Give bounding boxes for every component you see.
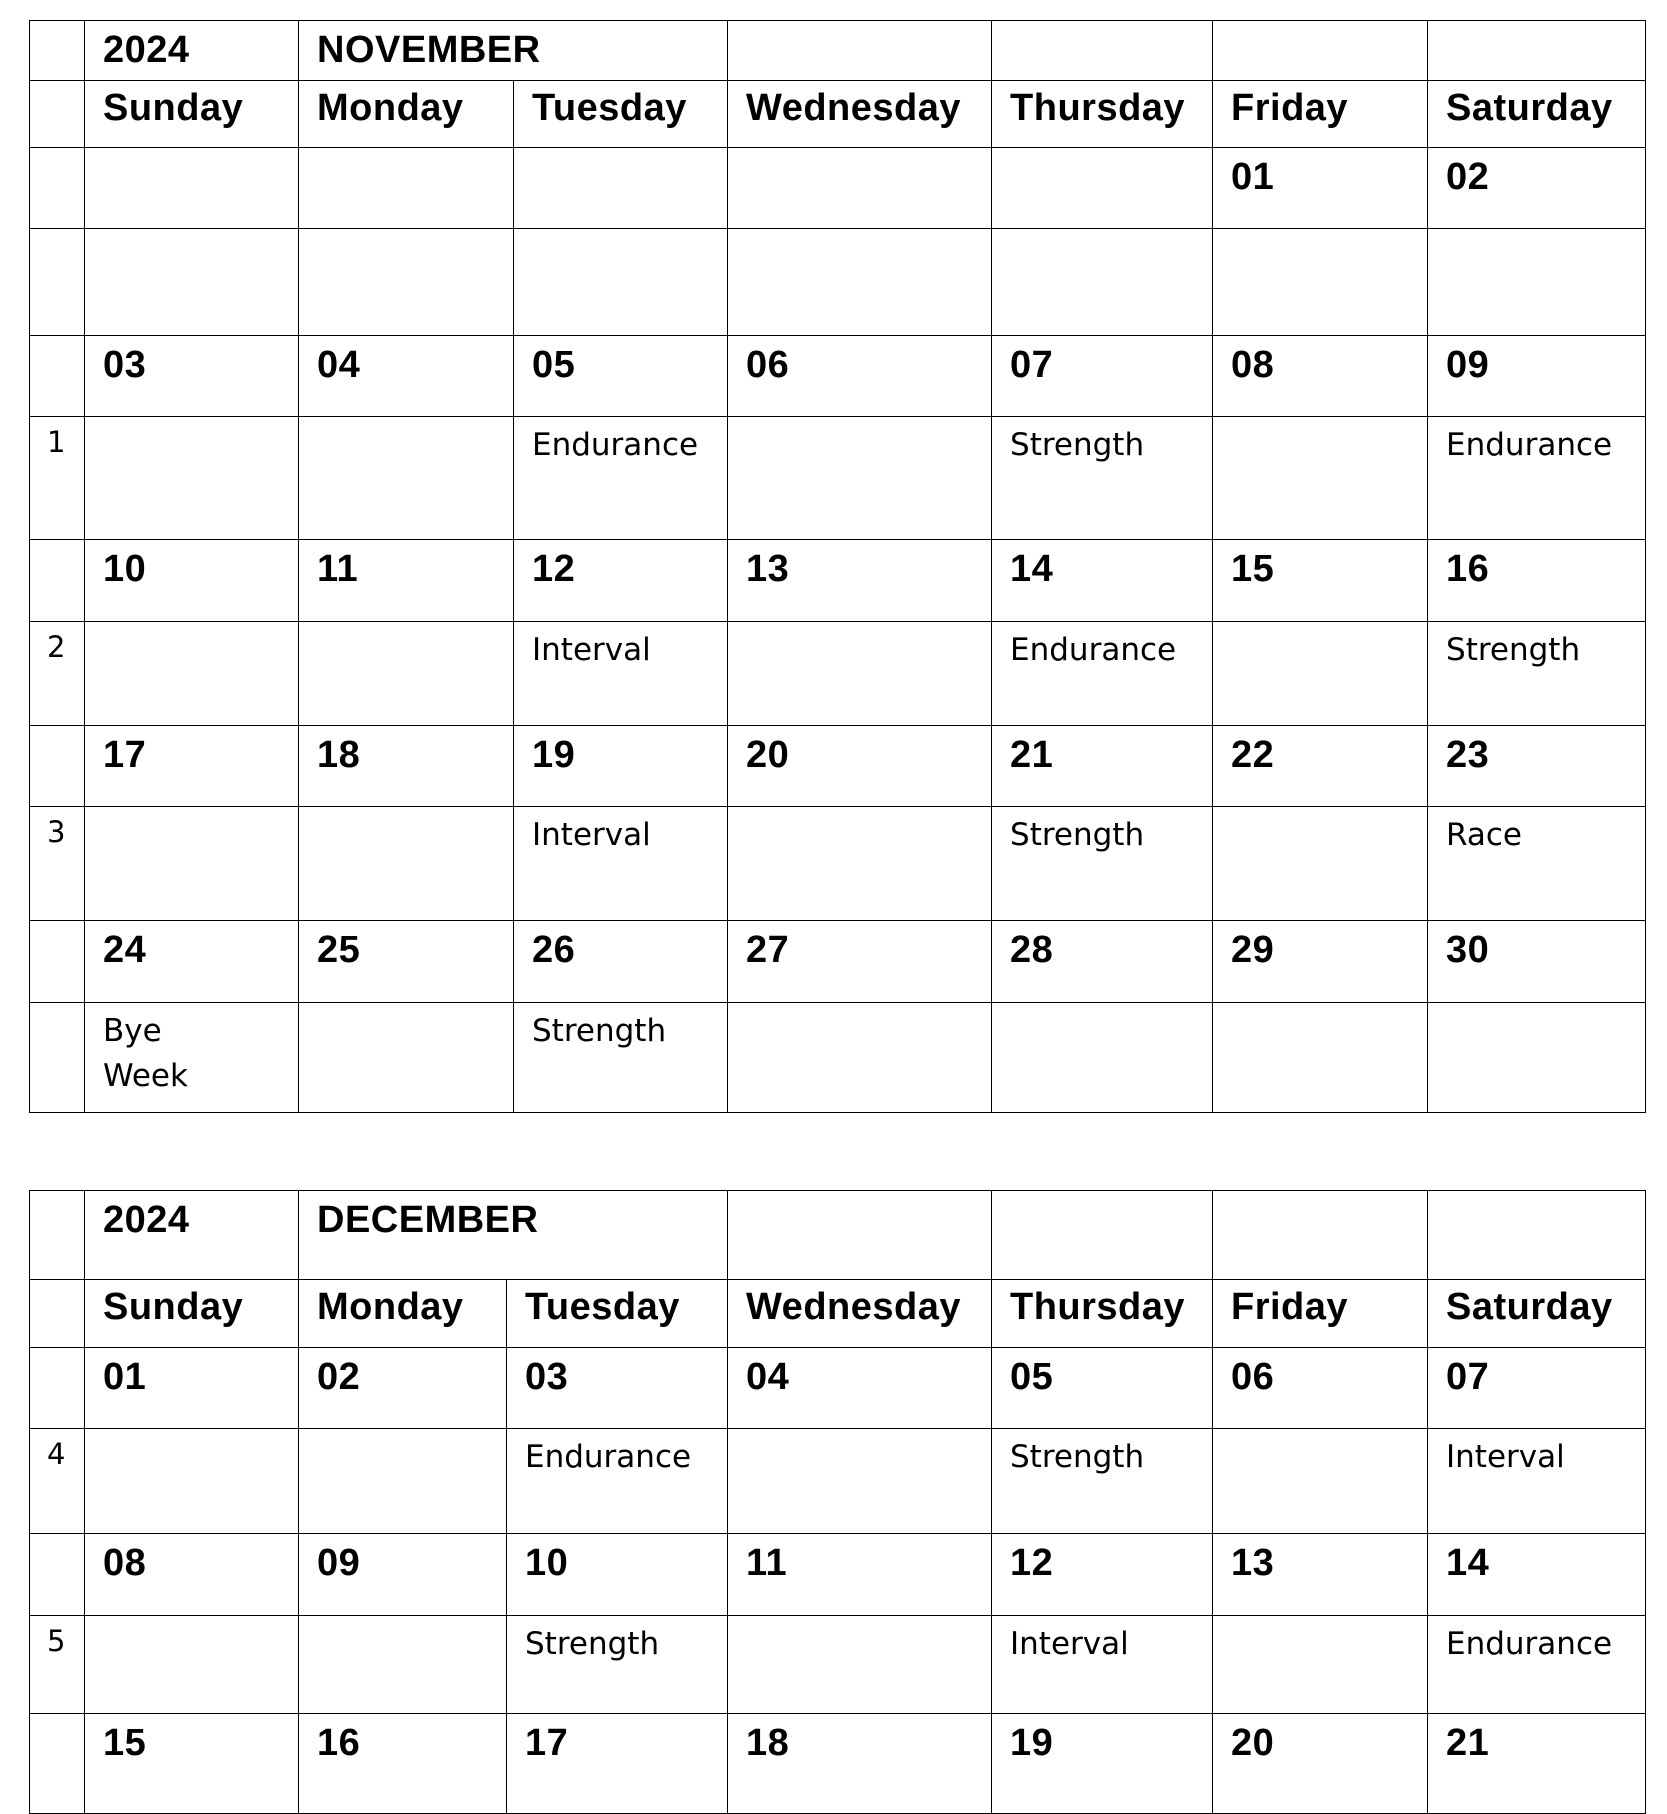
activity-cell: Endurance: [1428, 417, 1646, 540]
date-number: 24: [85, 921, 299, 1003]
weekday-label: Saturday: [1428, 1280, 1646, 1348]
activity-cell: [728, 622, 992, 726]
date-number: 16: [1428, 540, 1646, 622]
weekday-label: Thursday: [992, 81, 1213, 148]
activity-cell: [299, 229, 514, 336]
date-number: 13: [728, 540, 992, 622]
date-number: 19: [514, 726, 728, 807]
activity-cell: [514, 229, 728, 336]
activity-cell: [299, 622, 514, 726]
weekday-label: Friday: [1213, 1280, 1428, 1348]
date-number: 19: [992, 1714, 1213, 1814]
date-row: [30, 540, 1646, 622]
weekday-label: Sunday: [85, 1280, 299, 1348]
date-number: 04: [728, 1348, 992, 1429]
activity-row: [30, 229, 1646, 336]
activity-cell: [85, 417, 299, 540]
date-number: 13: [1213, 1534, 1428, 1616]
weekday-label: Friday: [1213, 81, 1428, 148]
activity-cell: Endurance: [1428, 1616, 1646, 1714]
week-number: 2: [30, 622, 85, 726]
date-number: 18: [299, 726, 514, 807]
week-number: [30, 229, 85, 336]
activity-cell: [1428, 1003, 1646, 1113]
activity-cell: [1213, 807, 1428, 921]
date-number: 02: [1428, 148, 1646, 229]
date-number: 17: [85, 726, 299, 807]
activity-cell: Endurance: [992, 622, 1213, 726]
date-row: [30, 1348, 1646, 1429]
date-number: 20: [728, 726, 992, 807]
date-number: 10: [507, 1534, 728, 1616]
date-number: 06: [728, 336, 992, 417]
date-number: 16: [299, 1714, 507, 1814]
date-number: 03: [85, 336, 299, 417]
weekday-label: Monday: [299, 81, 514, 148]
week-cell: [30, 21, 85, 81]
activity-cell: [85, 1616, 299, 1714]
weekday-label: Wednesday: [728, 81, 992, 148]
date-number: 15: [85, 1714, 299, 1814]
activity-cell: Strength: [507, 1616, 728, 1714]
week-number: 3: [30, 807, 85, 921]
weekday-label: Sunday: [85, 81, 299, 148]
date-number: 30: [1428, 921, 1646, 1003]
weekday-label: Saturday: [1428, 81, 1646, 148]
activity-cell: [728, 807, 992, 921]
date-number: [514, 148, 728, 229]
date-row: [30, 1714, 1646, 1814]
activity-cell: Strength: [992, 417, 1213, 540]
activity-cell: Interval: [514, 807, 728, 921]
date-number: 14: [1428, 1534, 1646, 1616]
date-number: [992, 148, 1213, 229]
activity-cell: [728, 1616, 992, 1714]
activity-cell: Interval: [514, 622, 728, 726]
activity-cell: Endurance: [514, 417, 728, 540]
activity-cell: [728, 1429, 992, 1534]
activity-cell: [1213, 1616, 1428, 1714]
activity-cell: [1213, 229, 1428, 336]
week-number: [30, 1003, 85, 1113]
date-number: 14: [992, 540, 1213, 622]
date-number: 08: [1213, 336, 1428, 417]
weekday-header-row: [30, 81, 1646, 148]
date-number: 02: [299, 1348, 507, 1429]
activity-row: [30, 622, 1646, 726]
date-number: 10: [85, 540, 299, 622]
date-number: 11: [728, 1534, 992, 1616]
date-row: [30, 726, 1646, 807]
date-number: 26: [514, 921, 728, 1003]
date-number: 17: [507, 1714, 728, 1814]
date-number: 27: [728, 921, 992, 1003]
date-number: [85, 148, 299, 229]
activity-cell: [992, 229, 1213, 336]
date-number: 01: [1213, 148, 1428, 229]
date-number: 29: [1213, 921, 1428, 1003]
date-number: 06: [1213, 1348, 1428, 1429]
weekday-label: Wednesday: [728, 1280, 992, 1348]
date-number: 15: [1213, 540, 1428, 622]
date-row: [30, 1534, 1646, 1616]
week-number: 1: [30, 417, 85, 540]
calendar-november: [29, 20, 1646, 1113]
activity-cell: [728, 417, 992, 540]
date-number: 09: [299, 1534, 507, 1616]
activity-cell: [299, 1429, 507, 1534]
activity-cell: Endurance: [507, 1429, 728, 1534]
date-number: 12: [514, 540, 728, 622]
date-number: 09: [1428, 336, 1646, 417]
date-row: [30, 148, 1646, 229]
weekday-label: Monday: [299, 1280, 507, 1348]
activity-cell: Bye Week: [85, 1003, 299, 1113]
activity-row: [30, 807, 1646, 921]
date-number: 01: [85, 1348, 299, 1429]
date-number: 08: [85, 1534, 299, 1616]
date-number: 21: [992, 726, 1213, 807]
activity-row: [30, 1616, 1646, 1714]
activity-cell: [299, 1616, 507, 1714]
activity-cell: [1428, 229, 1646, 336]
activity-cell: [1213, 1003, 1428, 1113]
week-number: 5: [30, 1616, 85, 1714]
weekday-header-row: [30, 1280, 1646, 1348]
date-number: 21: [1428, 1714, 1646, 1814]
year-label: 2024: [85, 21, 299, 81]
activity-cell: [85, 229, 299, 336]
activity-cell: [85, 622, 299, 726]
date-number: 03: [507, 1348, 728, 1429]
activity-cell: Interval: [1428, 1429, 1646, 1534]
date-number: [728, 148, 992, 229]
activity-cell: [1213, 417, 1428, 540]
activity-row: [30, 1429, 1646, 1534]
date-number: 18: [728, 1714, 992, 1814]
date-number: 05: [992, 1348, 1213, 1429]
activity-cell: [728, 229, 992, 336]
activity-cell: Race: [1428, 807, 1646, 921]
activity-cell: [85, 1429, 299, 1534]
activity-cell: [85, 807, 299, 921]
year-label: 2024: [85, 1191, 299, 1280]
date-number: 28: [992, 921, 1213, 1003]
activity-cell: Strength: [1428, 622, 1646, 726]
week-number: 4: [30, 1429, 85, 1534]
title-row: [30, 1191, 1646, 1280]
month-label: DECEMBER: [299, 1191, 728, 1280]
activity-cell: Strength: [514, 1003, 728, 1113]
activity-cell: [992, 1003, 1213, 1113]
weekday-label: Thursday: [992, 1280, 1213, 1348]
date-number: 22: [1213, 726, 1428, 807]
date-number: [299, 148, 514, 229]
activity-cell: Strength: [992, 807, 1213, 921]
activity-cell: Strength: [992, 1429, 1213, 1534]
date-number: 04: [299, 336, 514, 417]
date-number: 11: [299, 540, 514, 622]
weekday-label: Tuesday: [514, 81, 728, 148]
activity-row: [30, 417, 1646, 540]
month-label: NOVEMBER: [299, 21, 728, 81]
activity-cell: [299, 807, 514, 921]
activity-cell: [728, 1003, 992, 1113]
date-number: 23: [1428, 726, 1646, 807]
title-row: [30, 21, 1646, 81]
date-number: 07: [1428, 1348, 1646, 1429]
date-row: [30, 921, 1646, 1003]
activity-cell: [1213, 622, 1428, 726]
weekday-label: Tuesday: [507, 1280, 728, 1348]
date-row: [30, 336, 1646, 417]
date-number: 07: [992, 336, 1213, 417]
date-number: 12: [992, 1534, 1213, 1616]
activity-cell: [299, 417, 514, 540]
date-number: 25: [299, 921, 514, 1003]
date-number: 05: [514, 336, 728, 417]
activity-cell: [1213, 1429, 1428, 1534]
activity-cell: Interval: [992, 1616, 1213, 1714]
activity-cell: [299, 1003, 514, 1113]
date-number: 20: [1213, 1714, 1428, 1814]
activity-row: [30, 1003, 1646, 1113]
calendar-december: [29, 1190, 1646, 1814]
